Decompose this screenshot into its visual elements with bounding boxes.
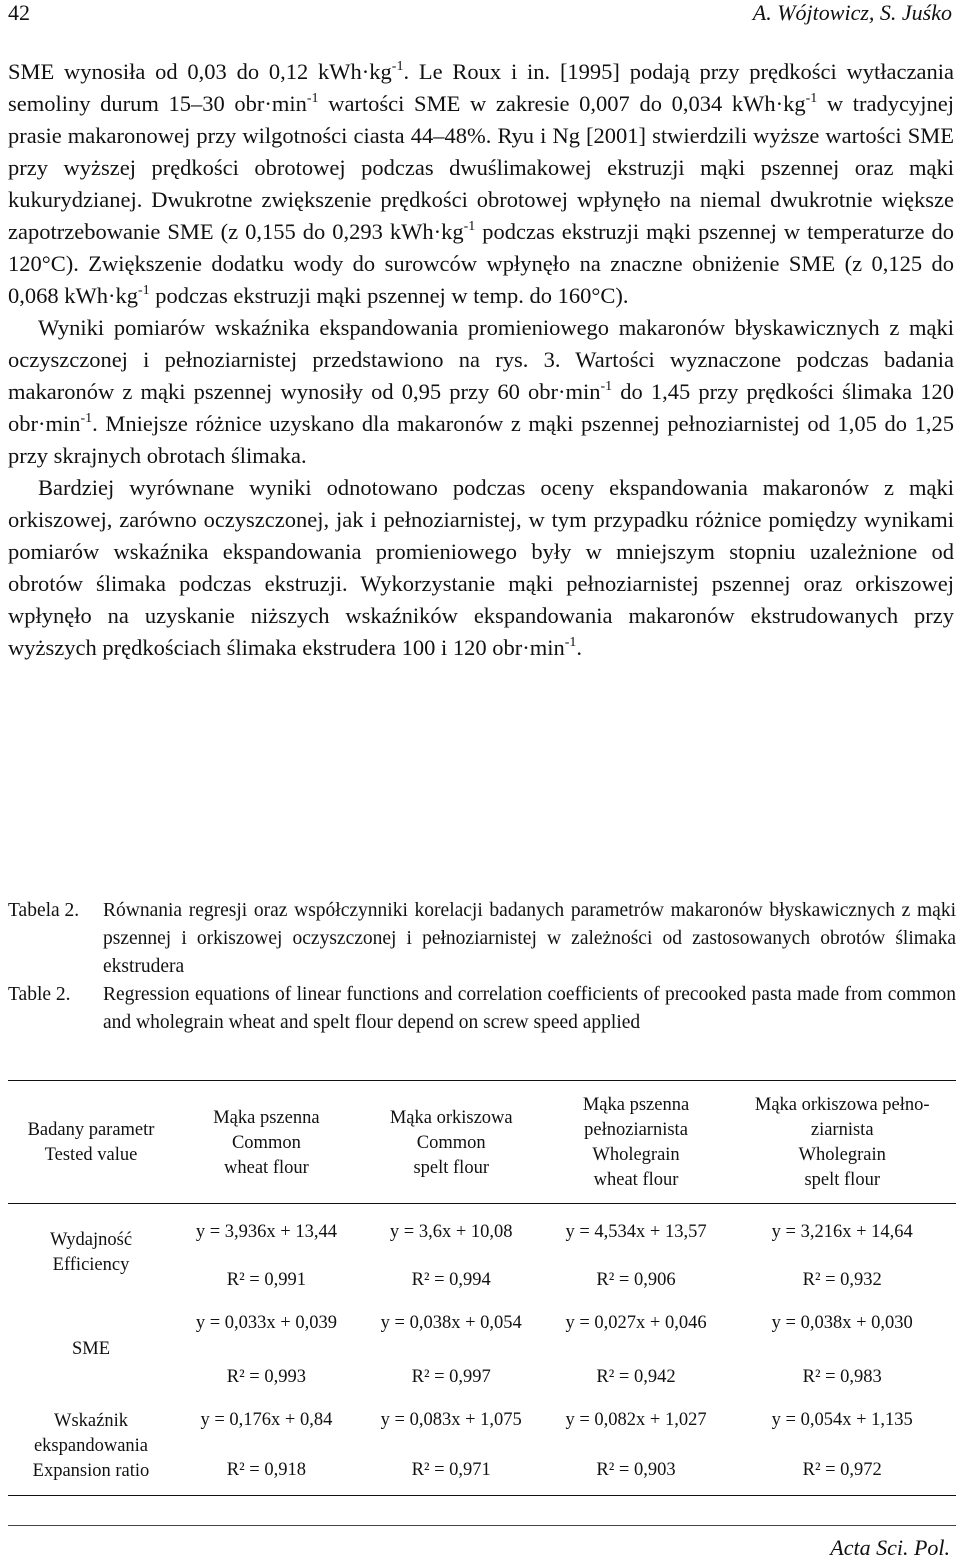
paragraph: SME wynosiła od 0,03 do 0,12 $kWh\cdot kg^{-1}$. Le Roux i in. [1995] podają przy prędkości wytłaczania semoliny durum 15–30 $obr\cdot\min^{-1}$ wartości SME w zakresie 0,007 do 0,034 $kWh\cdot kg^{-1}$ w tradycyjnej prasie makaronowej przy wilgotności ciasta 44–48%. Ryu i Ng [2001] stwierdzili wyższe wartości SME przy wyższej prędkości obrotowej podczas dwuślimakowej ekstruzji mąki pszennej oraz mąki kukurydzianej. Dwukrotne zwiększenie prędkości obrotowej wpłynęło na niemal dwukrotnie większe zapotrzebowanie SME (z 0,155 do 0,293 $kWh\cdot kg^{-1}$ podczas ekstruzji mąki pszennej w temperaturze do 120°C). Zwiększenie dodatku wody do surowców wpłynęło na znaczne obniżenie SME (z 0,125 do 0,068 $kWh\cdot kg^{-1}$ podczas ekstruzji mąki pszennej w temp. do 160°C). [8,59,954,308]
regression-equation: y = 0,033x + 0,039 [195,1313,337,1333]
page-number: 42 [8,0,30,25]
header-line: spelt flour [413,1157,489,1178]
r-squared: R² = 0,971 [411,1460,491,1480]
equation-pair [730,1398,954,1495]
header-line: ziarnista [810,1120,874,1140]
row-parameter [8,1301,174,1398]
table-row [8,1398,956,1496]
caption-label-en: Table 2. [8,984,71,1005]
table-cell [359,1398,544,1496]
caption-text-pl: Równania regresji oraz współczynniki korelacji badanych parametrów makaronów błyskawicznych z mąki pszennej i orkiszowej oczyszczonej i pełnoziarnistej w zależności od zastosowanych obrotów ślimaka ekstrudera [103,900,956,977]
r-squared: R² = 0,994 [411,1270,491,1290]
caption-label-pl: Tabela 2. [8,900,80,921]
regression-equation: y = 0,054x + 1,135 [771,1410,913,1430]
r-squared: R² = 0,997 [411,1367,491,1387]
equation-pair [176,1301,357,1398]
caption-text-en: Regression equations of linear functions and correlation coefficients of precooked pasta made from common and wholegrain wheat and spelt flour depend on screw speed applied [103,984,956,1033]
table-cell [544,1204,729,1302]
header-tested-value [8,1081,174,1204]
header-line: Common [231,1132,301,1153]
row-parameter [8,1204,174,1302]
equation-pair [546,1204,727,1301]
table-cell [544,1398,729,1496]
caption-english [8,981,956,1037]
paragraph: Bardziej wyrównane wyniki odnotowano podczas oceny ekspandowania makaronów z mąki orkiszowej, zarówno oczyszczonej, jak i pełnoziarnistej, w tym przypadku różnice pomiędzy wynikami pomiarów wskaźnika ekspandowania promieniowego były w mniejszym stopniu uzależnione od obrotów ślimaka podczas ekstruzji. Wykorzystanie mąki pełnoziarnistej pszennej oraz orkiszowej wpłynęło na uzyskanie niższych wskaźników ekspandowania makaronów ekstrudowanych przy wyższych prędkościach ślimaka ekstrudera 100 i 120 $obr\cdot\min^{-1}$. [8,475,954,660]
r-squared: R² = 0,906 [596,1270,676,1290]
parameter-line: SME [71,1339,111,1359]
header-line: Mąka orkiszowa [389,1107,513,1128]
r-squared: R² = 0,991 [226,1270,306,1290]
table-cell [174,1301,359,1398]
parameter-line: ekspandowania [33,1436,149,1456]
r-squared: R² = 0,993 [226,1367,306,1387]
regression-equation: y = 0,176x + 0,84 [200,1410,333,1430]
table-cell [359,1204,544,1302]
header-line: spelt flour [804,1170,880,1190]
table-cell [728,1398,956,1496]
row-parameter [8,1398,174,1496]
regression-equation: y = 3,216x + 14,64 [771,1222,913,1242]
caption-polish [8,897,956,981]
r-squared: R² = 0,932 [802,1270,882,1290]
header-flour-column [728,1081,956,1204]
parameter-line: Wskaźnik [54,1411,128,1431]
table-cell [728,1301,956,1398]
r-squared: R² = 0,972 [802,1460,882,1480]
running-head-authors: A. Wójtowicz, S. Juśko [752,0,952,25]
header-line: pełnoziarnista [584,1120,688,1140]
equation-pair [361,1301,542,1398]
running-header [8,0,952,32]
table-row [8,1301,956,1398]
equation-pair [361,1204,542,1301]
table-body [8,1204,956,1496]
parameter-line: Expansion ratio [32,1461,150,1481]
equation-pair [176,1398,357,1495]
header-flour-column [174,1081,359,1204]
regression-equation: y = 3,6x + 10,08 [389,1222,513,1242]
regression-equation: y = 3,936x + 13,44 [195,1222,337,1242]
table-row [8,1204,956,1302]
header-line: Tested value [44,1145,138,1165]
equation-pair [176,1204,357,1301]
header-line: Wholegrain [592,1145,680,1165]
header-line: Badany parametr [27,1120,155,1140]
regression-table [8,1080,956,1496]
regression-equation: y = 0,082x + 1,027 [565,1410,707,1430]
regression-equation: y = 0,038x + 0,054 [380,1313,522,1333]
r-squared: R² = 0,983 [802,1367,882,1387]
table-header-row [8,1081,956,1204]
regression-equation: y = 0,038x + 0,030 [771,1313,913,1333]
equation-pair [361,1398,542,1495]
table-cell [544,1301,729,1398]
r-squared: R² = 0,942 [596,1367,676,1387]
journal-name: Acta Sci. Pol. [830,1535,950,1560]
paragraph: Wyniki pomiarów wskaźnika ekspandowania promieniowego makaronów błyskawicznych z mąki oczyszczonej i pełnoziarnistej przedstawiono na rys. 3. Wartości wyznaczone podczas badania makaronów z mąki pszennej wynosiły od 0,95 przy 60 $obr\cdot\min^{-1}$ do 1,45 przy prędkości ślimaka 120 $obr\cdot\min^{-1}$. Mniejsze różnice uzyskano dla makaronów z mąki pszennej pełnoziarnistej od 1,05 do 1,25 przy skrajnych obrotach ślimaka. [8,315,955,468]
equation-pair [546,1301,727,1398]
table-header [8,1081,956,1204]
regression-equation: y = 0,027x + 0,046 [565,1313,707,1333]
header-line: wheat flour [224,1157,309,1178]
table-cell [174,1204,359,1302]
header-line: Common [416,1132,486,1153]
r-squared: R² = 0,918 [226,1460,306,1480]
table-cell [728,1204,956,1302]
equation-pair [730,1204,954,1301]
header-line: Mąka pszenna [582,1095,690,1115]
parameter-line: Wydajność [49,1229,133,1250]
parameter-line: Efficiency [52,1254,130,1275]
equation-pair [730,1301,954,1398]
regression-equation: y = 4,534x + 13,57 [565,1222,707,1242]
regression-equation: y = 0,083x + 1,075 [380,1410,522,1430]
table-cell [174,1398,359,1496]
header-flour-column [544,1081,729,1204]
header-flour-column [359,1081,544,1204]
table-cell [359,1301,544,1398]
body-text [8,56,954,664]
r-squared: R² = 0,903 [596,1460,676,1480]
equation-pair [546,1398,727,1495]
table-caption [8,897,956,1037]
header-line: Wholegrain [798,1145,886,1165]
header-line: wheat flour [593,1170,679,1190]
header-line: Mąka pszenna [213,1107,320,1128]
footer-rule [8,1525,956,1526]
header-line: Mąka orkiszowa pełno- [754,1095,930,1115]
